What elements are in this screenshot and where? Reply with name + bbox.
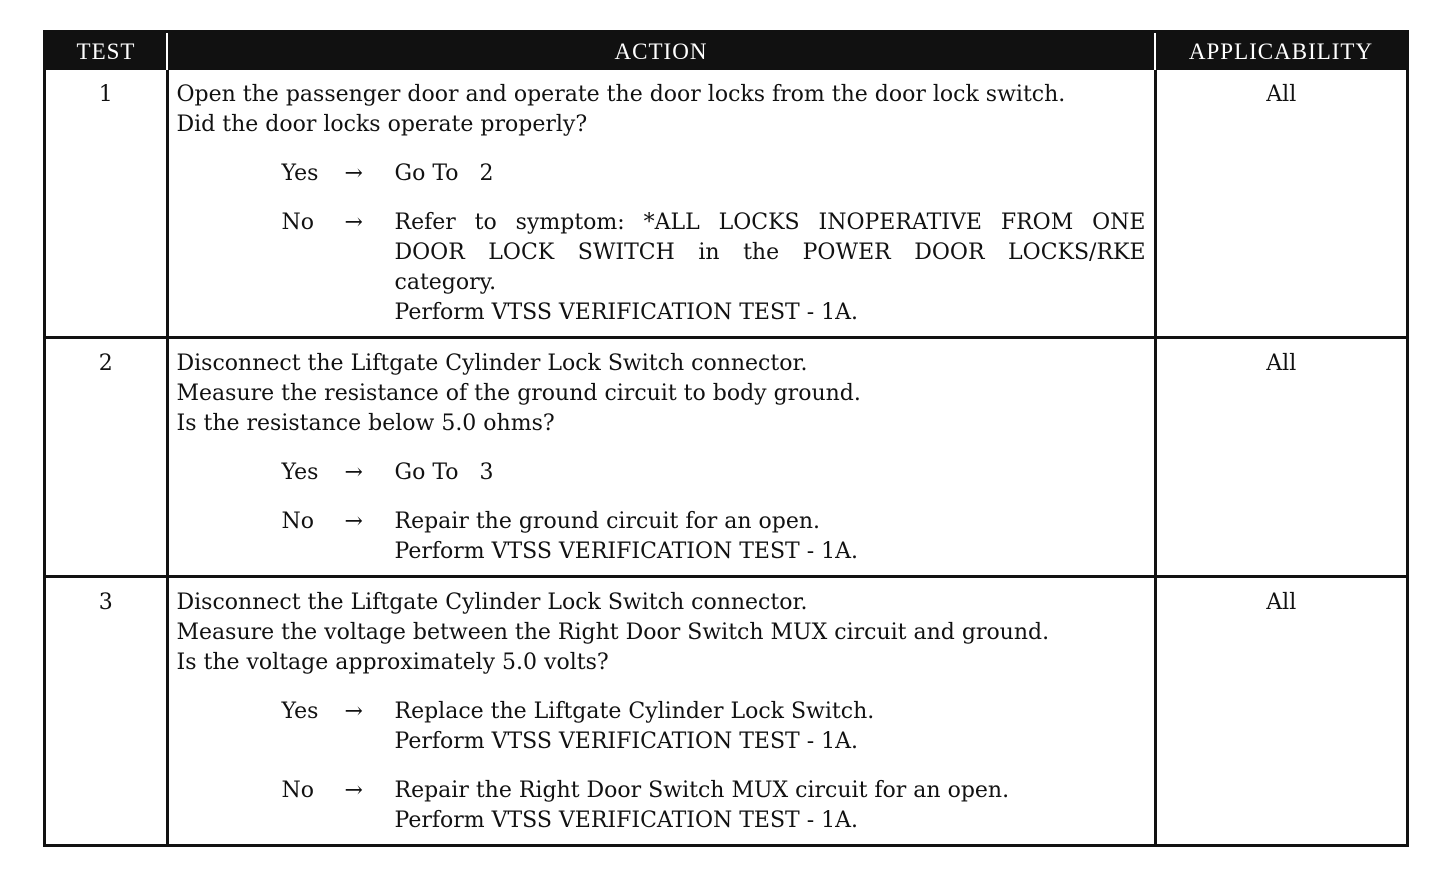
branch-label: Yes [281, 161, 319, 186]
test-number: 1 [98, 82, 113, 107]
table-row [46, 577, 1406, 845]
table-row [46, 70, 1406, 338]
branch-line: Go To 3 [394, 460, 494, 485]
branch-line: Perform VTSS VERIFICATION TEST - 1A. [394, 300, 859, 325]
right-arrow-icon: → [344, 460, 363, 485]
action-step: Measure the voltage between the Right Door Switch MUX circuit and ground. [176, 620, 1050, 645]
branch-line: DOOR LOCK SWITCH in the POWER DOOR LOCKS/RKE [394, 240, 1146, 265]
action-cell [167, 577, 1155, 845]
action-question: Is the voltage approximately 5.0 volts? [176, 650, 609, 675]
branch-label: No [281, 210, 314, 235]
action-cell [167, 338, 1155, 577]
branch-yes [177, 159, 1146, 189]
branch-no [177, 208, 1146, 328]
branch-line: category. [394, 270, 497, 295]
test-number: 2 [46, 338, 167, 577]
test-number: 3 [46, 577, 167, 845]
branch-line: Perform VTSS VERIFICATION TEST - 1A. [394, 539, 859, 564]
applicability-cell: All [1155, 338, 1406, 577]
header-applicability: APPLICABILITY [1155, 33, 1406, 70]
branch-line: Go To 2 [394, 161, 494, 186]
diagnostic-test-table-frame [43, 30, 1409, 847]
applicability-cell: All [1155, 70, 1406, 338]
action-step: Disconnect the Liftgate Cylinder Lock Switch connector. [176, 351, 808, 376]
header-test: TEST [46, 33, 167, 70]
branch-line: Replace the Liftgate Cylinder Lock Switch. [394, 699, 875, 724]
header-action: ACTION [167, 33, 1155, 70]
right-arrow-icon: → [344, 210, 363, 235]
branch-text [395, 776, 1146, 836]
branch-yes [177, 697, 1146, 757]
table-row [46, 338, 1406, 577]
branch-text [395, 507, 1146, 567]
branch-line: Perform VTSS VERIFICATION TEST - 1A. [394, 729, 859, 754]
applicability-cell: All [1155, 577, 1406, 845]
action-question: Did the door locks operate properly? [176, 112, 588, 137]
right-arrow-icon: → [344, 509, 363, 534]
action-cell [167, 70, 1155, 338]
action-question: Is the resistance below 5.0 ohms? [176, 411, 555, 436]
branch-no [177, 507, 1146, 567]
action-step: Open the passenger door and operate the door locks from the door lock switch. [176, 82, 1066, 107]
branch-label: No [281, 509, 314, 534]
branch-line: Perform VTSS VERIFICATION TEST - 1A. [394, 808, 859, 833]
action-step: Measure the resistance of the ground circuit to body ground. [176, 381, 861, 406]
branch-no [177, 776, 1146, 836]
branch-label: No [281, 778, 314, 803]
table-body [46, 70, 1406, 844]
branch-text [395, 159, 1146, 189]
branch-text [395, 458, 1146, 488]
right-arrow-icon: → [344, 699, 363, 724]
branch-line: Repair the ground circuit for an open. [394, 509, 821, 534]
right-arrow-icon: → [344, 778, 363, 803]
right-arrow-icon: → [344, 161, 363, 186]
branch-line: Refer to symptom: *ALL LOCKS INOPERATIVE FROM ONE [394, 210, 1146, 235]
branch-text [395, 208, 1146, 328]
branch-yes [177, 458, 1146, 488]
diagnostic-test-table [46, 33, 1406, 844]
branch-text [395, 697, 1146, 757]
table-header [46, 33, 1406, 70]
branch-label: Yes [281, 460, 319, 485]
action-step: Disconnect the Liftgate Cylinder Lock Switch connector. [176, 590, 808, 615]
header-row [46, 33, 1406, 70]
branch-line: Repair the Right Door Switch MUX circuit for an open. [394, 778, 1010, 803]
branch-label: Yes [281, 699, 319, 724]
